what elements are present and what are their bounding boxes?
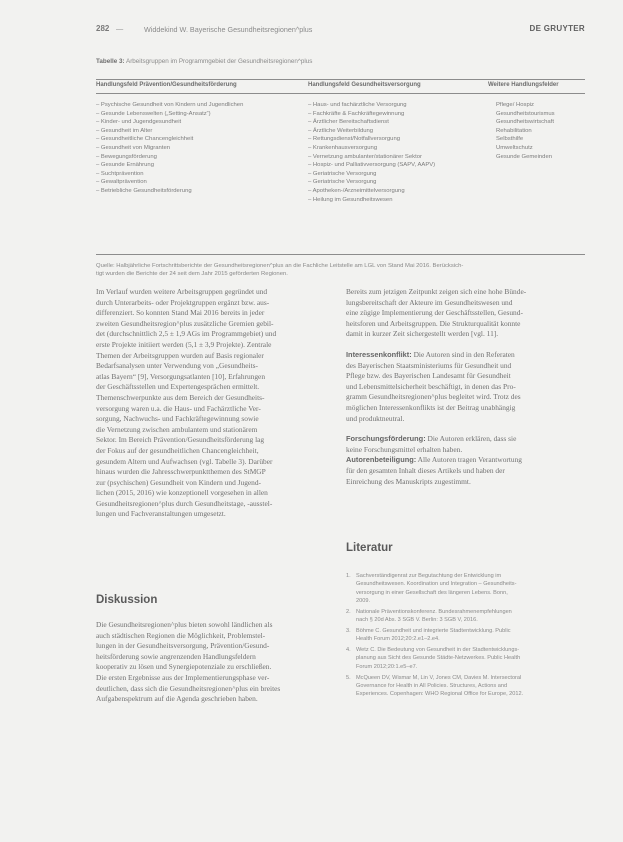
table-header-other: Weitere Handlungsfelder xyxy=(488,82,559,88)
page-number: 282 xyxy=(96,24,110,33)
research-funding xyxy=(346,434,585,455)
table-cell: Selbsthilfe xyxy=(496,136,524,143)
text-line: Bereits zum jetzigen Zeitpunkt zeigen sich eine hohe Bünde- xyxy=(346,287,527,296)
table-header-prevention: Handlungsfeld Prävention/Gesundheitsförderung xyxy=(96,82,237,88)
text-line: Themenschwerpunkte aus dem Bereich der Gesundheits- xyxy=(96,392,265,402)
reference-line: Gesundheitswesen. Koordination und Integration – Gesundheits- xyxy=(356,581,517,588)
author-contributions xyxy=(346,455,585,487)
text-line: heitsförderung sowie angrenzenden Handlungsfeldern xyxy=(96,651,256,661)
table-cell: – Ärztliche Weiterbildung xyxy=(308,127,374,134)
table-cell: – Rettungsdienst/Notfallversorgung xyxy=(308,136,401,143)
reference-line: planung aus Sicht des Gesunde Städte-Netzwerkes. Public Health xyxy=(356,655,521,662)
conflict-of-interest xyxy=(346,350,585,424)
reference-line: 2009. xyxy=(356,597,370,604)
table-cell: Gesundheitswirtschaft xyxy=(496,119,554,126)
table-cell: – Ärztlicher Bereitschaftsdienst xyxy=(308,119,389,126)
text-line: lungsbereitschaft der Akteure im Gesundheitswesen und xyxy=(346,297,513,307)
paragraph xyxy=(346,287,585,340)
diskussion-paragraph xyxy=(96,620,333,705)
text-line: tigt wurden die Berichte der 24 seit dem Jahr 2015 geförderten Regionen. xyxy=(96,271,288,278)
text-line: eine zügige Implementierung der Geschäftsstellen, Gesund- xyxy=(346,308,523,318)
text-line: lungen in der Gesundheitsversorgung, Prävention/Gesund- xyxy=(96,641,270,651)
reference-number: 3. xyxy=(346,627,351,634)
text-line: keine Forschungsmittel erhalten haben. xyxy=(346,444,463,454)
text-line: differenziert. So konnten Stand Mai 2016 bereits in jeder xyxy=(96,308,265,318)
text-line: det (durchschnittlich 2,5 ± 1,9 AGs im Programmgebiet) und xyxy=(96,329,277,339)
table-cell: – Kinder- und Jugendgesundheit xyxy=(96,119,182,126)
reference-line: Nationale Präventionskonferenz. Bundesrahmenempfehlungen xyxy=(356,608,512,615)
table-cell: Pflege/ Hospiz xyxy=(496,102,534,108)
reference-line: versorgung in einer Gesellschaft des längeren Lebens. Bonn, xyxy=(356,589,508,596)
text-line: atlas Bayern“ [9], Versorgungsatlanten [10], Erfahrungen xyxy=(96,371,266,381)
table-cell: Gesunde Gemeinden xyxy=(496,153,552,160)
text-line: der Geschäftsstellen und Expertengesprächen ermittelt. xyxy=(96,382,260,392)
reference-number: 1. xyxy=(346,573,351,579)
reference-list xyxy=(346,572,586,701)
text-line: Pflege bzw. des Bayerischen Landesamt für Gesundheit xyxy=(346,371,511,381)
reference-item xyxy=(346,646,586,671)
coi-lead: Interessenkonflikt: xyxy=(346,349,412,359)
running-title: Widdekind W. Bayerische Gesundheitsregionen^plus xyxy=(144,25,313,34)
text-line: für den gesamten Inhalt dieses Artikels und haben der xyxy=(346,465,505,475)
text-line: kooperativ zu lösen und Synergiepotenziale zu erschließen. xyxy=(96,662,272,672)
table-cell: – Apotheken-/Arzneimittelversorgung xyxy=(308,187,405,194)
text-line: sorgung, Nachwuchs- und Fachkräftegewinnung sowie xyxy=(96,414,259,424)
text-line: auch städtischen Regionen die Möglichkeit, Problemstel- xyxy=(96,630,266,640)
table-cell: – Geriatrische Versorgung xyxy=(308,179,377,186)
authors-lead: Autorenbeteiligung: xyxy=(346,455,417,465)
text-line: heitsforen und Arbeitsgruppen. Die Strukturqualität konnte xyxy=(346,318,521,328)
reference-line: Health Forum 2012;20:2.e1–2.e4. xyxy=(356,636,440,643)
reference-line: McQueen DV, Wismar M, Lin V, Jones CM, Davies M. Intersectoral xyxy=(356,674,522,681)
text-line: erste Projekte initiiert werden (5,1 ± 3,9 Projekte). Zentrale xyxy=(96,339,272,349)
text-line: lungen und Fachveranstaltungen umgesetzt. xyxy=(96,509,226,519)
text-line: des Bayerischen Staatsministeriums für Gesundheit und xyxy=(346,360,512,370)
text-line: Quelle: Halbjährliche Fortschrittsberichte der Gesundheitsregionen^plus an die Fachliche Leitstelle am LGL von Stand Mai 2016. Berücksich- xyxy=(96,263,464,269)
text-line: deutlichen, dass sich die Gesundheitsregionen^plus ein breites xyxy=(96,683,281,693)
text-line: lichen (2015, 2016) wie konzeptionell vorgesehen in allen xyxy=(96,488,268,498)
table-cell: – Gesundheitliche Chancengleichheit xyxy=(96,136,194,143)
table-caption-text: Arbeitsgruppen im Programmgebiet der Gesundheitsregionen^plus xyxy=(126,58,313,65)
text-line: gesundem Altern und Aufwachsen (vgl. Tabelle 3). Darüber xyxy=(96,456,273,466)
reference-item xyxy=(346,572,586,605)
right-column xyxy=(346,287,585,487)
funding-lines xyxy=(346,445,585,456)
reference-line: Forum 2012;20:1.e5–e7. xyxy=(356,663,418,670)
table xyxy=(96,79,585,255)
table-cell: – Gesundheit im Alter xyxy=(96,127,153,134)
text-line: Die ersten Ergebnisse aus der Implementierungsphase ver- xyxy=(96,672,270,682)
text-line: Aufgabenspektrum auf die Agenda geschrieben haben. xyxy=(96,694,258,704)
table-cell: – Vernetzung ambulanter/stationärer Sektor xyxy=(308,153,422,160)
section-heading-literatur: Literatur xyxy=(346,542,393,554)
reference-line: Governance for Health in All Policies. Structures, Actions and xyxy=(356,682,508,689)
text-line: Gesundheitsregionen^plus durch Gesundheitstage, -ausstel- xyxy=(96,498,273,508)
table-header-rule xyxy=(96,93,585,94)
table-cell: – Gesunde Ernährung xyxy=(96,162,154,169)
reference-number: 2. xyxy=(346,608,351,615)
section-heading-diskussion: Diskussion xyxy=(96,594,158,606)
table-top-rule xyxy=(96,79,585,80)
authors-line: Alle Autoren tragen Verantwortung xyxy=(416,455,522,465)
running-header xyxy=(96,24,585,38)
reference-line: nach § 20d Abs. 3 SGB V. Berlin: 3 SGB V, 2016. xyxy=(356,617,478,624)
reference-item xyxy=(346,608,586,625)
table-col-other xyxy=(496,101,555,161)
table-cell: – Fachkräfte & Fachkräftegewinnung xyxy=(308,110,405,117)
coi-line: Die Autoren sind in den Referaten xyxy=(411,349,515,359)
table-header-care: Handlungsfeld Gesundheitsversorgung xyxy=(308,82,421,88)
publisher-logo: DE GRUYTER xyxy=(529,24,585,33)
reference-line: Wetz C. Die Bedeutung von Gesundheit in der Stadtentwicklungs- xyxy=(356,647,520,654)
text-line: und Lebensmittelsicherheit beschäftigt, in denen das Pro- xyxy=(346,381,516,391)
authors-lines xyxy=(346,466,585,487)
table-source xyxy=(96,262,585,279)
reference-line: Experiences. Copenhagen: WHO Regional Office for Europe, 2012. xyxy=(356,691,524,698)
left-column xyxy=(96,287,333,520)
table-cell: – Gesundheit von Migranten xyxy=(96,144,171,151)
table-cell: Rehabilitation xyxy=(496,127,532,134)
table-col-prevention xyxy=(96,101,243,196)
reference-item xyxy=(346,674,586,699)
text-line: möglichen Interessenkonflikts ist der Beitrag unabhängig xyxy=(346,402,516,412)
funding-lead: Forschungsförderung: xyxy=(346,434,426,444)
table-cell: – Suchtprävention xyxy=(96,170,144,177)
table-cell: – Betriebliche Gesundheitsförderung xyxy=(96,187,192,194)
table-cell: – Haus- und fachärztliche Versorgung xyxy=(308,102,407,108)
text-line: Die Gesundheitsregionen^plus bieten sowohl ländlichen als xyxy=(96,620,273,629)
table-cell: – Geriatrische Versorgung xyxy=(308,170,377,177)
reference-number: 4. xyxy=(346,647,351,654)
text-line: der Fokus auf der gesundheitlichen Chancengleichheit, xyxy=(96,445,259,455)
text-line: durch Unterarbeits- oder Projektgruppen ergänzt bzw. aus- xyxy=(96,297,270,307)
reference-line: Böhme C. Gesundheit und integrierte Stadtentwicklung. Public xyxy=(356,627,511,634)
table-col-care xyxy=(308,101,435,204)
reference-item xyxy=(346,627,586,644)
table-cell: – Gewaltprävention xyxy=(96,179,147,186)
header-dash: — xyxy=(116,24,124,33)
text-line: zur (psychischen) Gesundheit von Kindern und Jugend- xyxy=(96,477,262,487)
paragraph xyxy=(96,287,333,520)
text-line: Bedarfsanalysen unter Verwendung von „Gesundheits- xyxy=(96,361,259,371)
reference-number: 5. xyxy=(346,674,351,681)
table-caption xyxy=(96,58,585,65)
table-cell: – Psychische Gesundheit von Kindern und Jugendlichen xyxy=(96,102,244,108)
text-line: die Vernetzung zwischen ambulantem und stationärem xyxy=(96,424,258,434)
text-line: Themen der Arbeitsgruppen wurden auf Basis regionaler xyxy=(96,350,264,360)
table-bottom-rule xyxy=(96,254,585,255)
text-line: versorgung waren u.a. die Haus- und Fachärztliche Ver- xyxy=(96,403,261,413)
table-cell: – Bewegungsförderung xyxy=(96,153,157,160)
table-cell: Umweltschutz xyxy=(496,144,533,151)
funding-line: Die Autoren erklären, dass sie xyxy=(425,434,517,444)
text-line: Sektor. Im Bereich Prävention/Gesundheitsförderung lag xyxy=(96,435,265,445)
text-line: Einreichung des Manuskripts zugestimmt. xyxy=(346,476,471,486)
table-caption-label: Tabelle 3: xyxy=(96,58,125,65)
text-line: und produktneutral. xyxy=(346,413,405,423)
text-line: hinaus wurden die Jahresschwerpunktthemen des StMGP xyxy=(96,467,266,477)
table-cell: – Krankenhausversorgung xyxy=(308,144,378,151)
table-cell: – Heilung im Gesundheitswesen xyxy=(308,196,393,203)
text-line: gramm Gesundheitsregionen^plus begleitet wird. Trotz des xyxy=(346,392,521,402)
table-cell: – Hospiz- und Palliativversorgung (SAPV, AAPV) xyxy=(308,162,436,169)
text-line: damit in kurzer Zeit sichergestellt werden [vgl. 11]. xyxy=(346,329,499,339)
table-cell: – Gesunde Lebenswelten („Setting-Ansatz“) xyxy=(96,110,211,117)
coi-lines xyxy=(346,361,585,425)
text-line: Im Verlauf wurden weitere Arbeitsgruppen gegründet und xyxy=(96,287,268,296)
text-line: zweiten Gesundheitsregion^plus zusätzliche Gremien gebil- xyxy=(96,318,274,328)
table-cell: Gesundheitstourismus xyxy=(496,110,555,117)
reference-line: Sachverständigenrat zur Begutachtung der Entwicklung im xyxy=(356,573,502,579)
